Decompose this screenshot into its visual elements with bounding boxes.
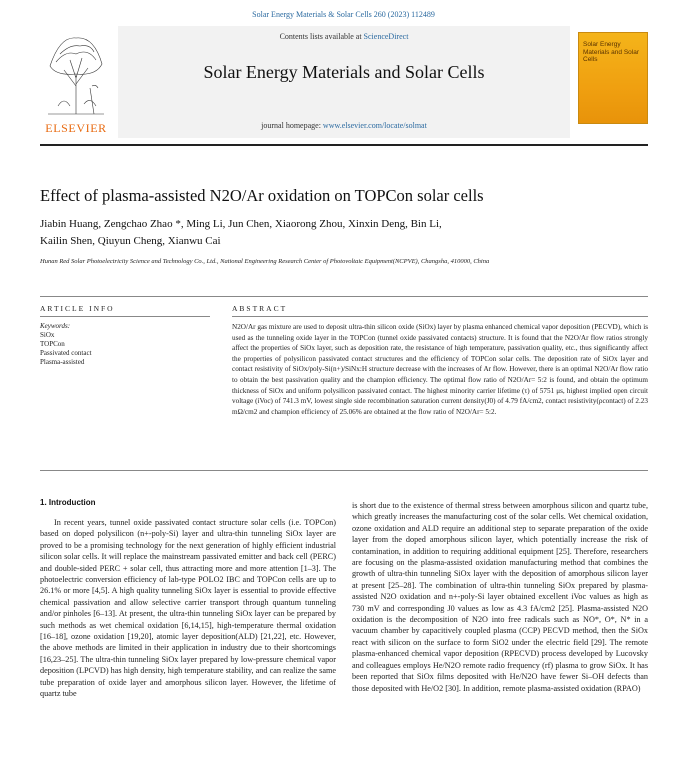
section-heading-introduction: 1. Introduction <box>40 498 96 507</box>
journal-banner <box>118 26 570 138</box>
author-list <box>40 216 648 250</box>
keyword-item: SiOx <box>40 331 55 339</box>
abstract-divider <box>40 470 648 471</box>
body-column-right: is short due to the existence of thermal stress between amorphous silicon and quartz tube, which greatly increases the manufacturing cost of the solar cells. Wet chemical oxidation, ozone oxidation and ALD require an additional step to separate preparation of the oxide layer from the doped amorphous silicon layer, which potentially increase the risk of contamination, in addition to requiring additional equipment [25]. Therefore, researchers are focusing on the plasma-assisted oxidation manufacturing method that combines the growth of ultra-thin tunneling SiOx layer with the deposition of amorphous silicon layer at present [25–28]. The combination of ultra-thin tunneling SiOx prepared by plasma-assisted N2O oxidation and n+-poly-Si layer obtained excellent iVoc values as high as 730 mV and corresponding J0 values as low as 4.3 fA/cm2 [25]. Plasma-assisted N2O oxidation is the decomposition of N2O into free radicals such as NO*, O*, N* in a vacuum chamber by capacitively coupled plasma (CCP) PECVD method, then the SiOx react with silicon on the surface to form SiO2 under the electric field [29]. The remote plasma-enhanced chemical vapor deposition (RPECVD) process developed by Lucovsky and colleagues employs He/N2O remote radio frequency (rf) plasma to grow SiOx. It has been reported that SiOx films deposited with He/N2O have fewer Si–OH defects than those deposited with He/O2 [30]. In addition, remote plasma-assisted oxidation (RPAO) <box>352 501 648 693</box>
keyword-item: Passivated contact <box>40 349 92 357</box>
journal-cover-thumbnail[interactable] <box>578 32 648 124</box>
article-info-label: ARTICLE INFO <box>40 304 115 313</box>
homepage-link[interactable]: www.elsevier.com/locate/solmat <box>322 121 427 130</box>
homepage-line: journal homepage: www.elsevier.com/locate/solmat <box>261 121 427 130</box>
cover-title: Solar Energy Materials and Solar Cells <box>583 41 639 63</box>
elsevier-logo[interactable] <box>40 26 112 136</box>
journal-title: Solar Energy Materials and Solar Cells <box>203 62 485 82</box>
info-divider <box>40 296 648 297</box>
header-divider <box>40 144 648 146</box>
keywords-block <box>40 322 190 367</box>
journal-header <box>40 26 648 138</box>
publisher-name: ELSEVIER <box>45 121 107 135</box>
abstract-label: ABSTRACT <box>232 304 288 313</box>
authors-line-2[interactable]: Kailin Shen, Qiuyun Cheng, Xianwu Cai <box>40 235 221 247</box>
body-column-left: In recent years, tunnel oxide passivated contact structure solar cells (i.e. TOPCon) based on doped polysilicon (n+-poly-Si) layer and ultra-thin tunneling SiOx layer are proved to be a promising technology for the next generation of highly efficient industrial silicon solar cells. It will replace the mainstream passivated emitter and back cell (PERC) and double-sided PERC + solar cell, thus attracting more and more attention [1–3]. The photoelectric conversion efficiency of lab-type POLO2 IBC and TOPCon cells are up to 26.1% or more [4,5]. A high quality tunneling SiOx layer is essential to provide effective chemical passivation and allow selective carrier transport through quantum tunneling and/or pinholes [6–13]. At present, the ultra-thin tunneling SiOx layer can be prepared by such methods as wet chemical oxidation [6,14,15], high-temperature thermal oxidation [16–18], ozone oxidation [19,20], atomic layer deposition(ALD) [21,22], etc. However, the above methods are limited in their application in industry due to their shortcomings [16,23–25]. The ultra-thin tunneling SiOx layer prepared by low-pressure chemical vapor deposition (LPCVD) has high density, high temperature stability, and can realize the same tube preparation of oxide layer and amorphous silicon layer. However, the lifetime of quartz tube <box>40 518 336 699</box>
abstract-subrule <box>232 316 648 317</box>
info-subrule <box>40 316 210 317</box>
authors-line-1[interactable]: Jiabin Huang, Zengchao Zhao *, Ming Li, Jun Chen, Xiaorong Zhou, Xinxin Deng, Bin Li, <box>40 218 442 230</box>
contents-line: Contents lists available at ScienceDirect <box>279 32 409 41</box>
keyword-item: Plasma-assisted <box>40 358 85 366</box>
journal-citation-line[interactable]: Solar Energy Materials & Solar Cells 260 (2023) 112489 <box>252 10 435 19</box>
article-title: Effect of plasma-assisted N2O/Ar oxidation on TOPCon solar cells <box>40 186 484 205</box>
keywords-heading: Keywords: <box>40 322 71 330</box>
elsevier-tree-icon <box>40 26 112 116</box>
abstract-text: N2O/Ar gas mixture are used to deposit ultra-thin silicon oxide (SiOx) layer by plasma enhanced chemical vapor deposition (PECVD), which is used as the tunneling oxide layer in the TOPCon (tunnel oxide passivated contacts) structure. It is found that the N2O/Ar flow ratios strongly affect the properties of SiOx layer, such as deposition rate, the resistance of high temperature, passivation quality, etc., thus significantly affect the properties of polysilicon passivated contact structures and the efficiency of TOPCon solar cells. The deposition rate of SiOx layer and contact resistivity of SiOx/poly-Si(n+)/SiNx:H structure decrease with the increases of Ar flow. However, there is an optimal N2O/Ar flow ratio to obtain the best passivation quality and the champion efficiency. The optimal flow ratio of N2O/Ar= 5:2 is found, and obtain the optimum thickness of SiOx and uniform polysilicon passivated contact. The highest minority carrier lifetime (τ) of 5751 μs, highest implied open circuit voltage (iVoc) of 741.3 mV, lowest single side recombination saturation current density(J0) of 4.79 fA/cm2, contact resistivity(ρcontact) of 2.23 mΩ/cm2 and champion efficiency of 25.06% are obtained at the flow ratio of N2O/Ar= 5:2. <box>232 323 648 416</box>
affiliation: Hunan Red Solar Photoelectricity Science and Technology Co., Ltd., National Engineering Research Center of Photovoltaic Equipment(NCPVE), Changsha, 410000, China <box>40 258 490 265</box>
keyword-item: TOPCon <box>40 340 65 348</box>
sciencedirect-link[interactable]: ScienceDirect <box>363 32 409 41</box>
